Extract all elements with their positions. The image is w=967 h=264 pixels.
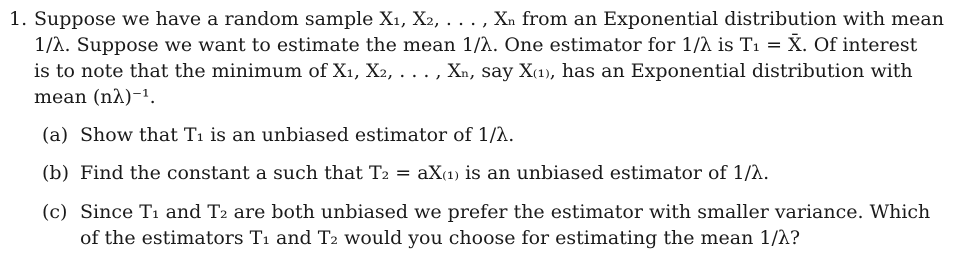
part-c-text-line-2: of the estimators T₁ and T₂ would you choose for estimating the mean 1/λ? — [80, 227, 801, 249]
intro-line-4: mean (nλ)⁻¹. — [34, 86, 156, 108]
intro-line-3: is to note that the minimum of X₁, X₂, . . . , Xₙ, say X₍₁₎, has an Exponential distribution with — [34, 60, 913, 82]
part-a-text: Show that T₁ is an unbiased estimator of 1/λ. — [80, 124, 515, 146]
part-b-text: Find the constant a such that T₂ = aX₍₁₎ is an unbiased estimator of 1/λ. — [80, 162, 770, 184]
part-a-label: (a) — [42, 124, 69, 146]
part-c-label: (c) — [42, 201, 68, 223]
problem-number: 1. — [9, 8, 28, 30]
intro-line-1: Suppose we have a random sample X₁, X₂, . . . , Xₙ from an Exponential distribution with mean — [34, 8, 944, 30]
part-c-text-line-1: Since T₁ and T₂ are both unbiased we prefer the estimator with smaller variance. Which — [80, 201, 931, 223]
part-b-label: (b) — [42, 162, 69, 184]
intro-line-2: 1/λ. Suppose we want to estimate the mean 1/λ. One estimator for 1/λ is T₁ = X̄. Of interest — [34, 34, 918, 56]
